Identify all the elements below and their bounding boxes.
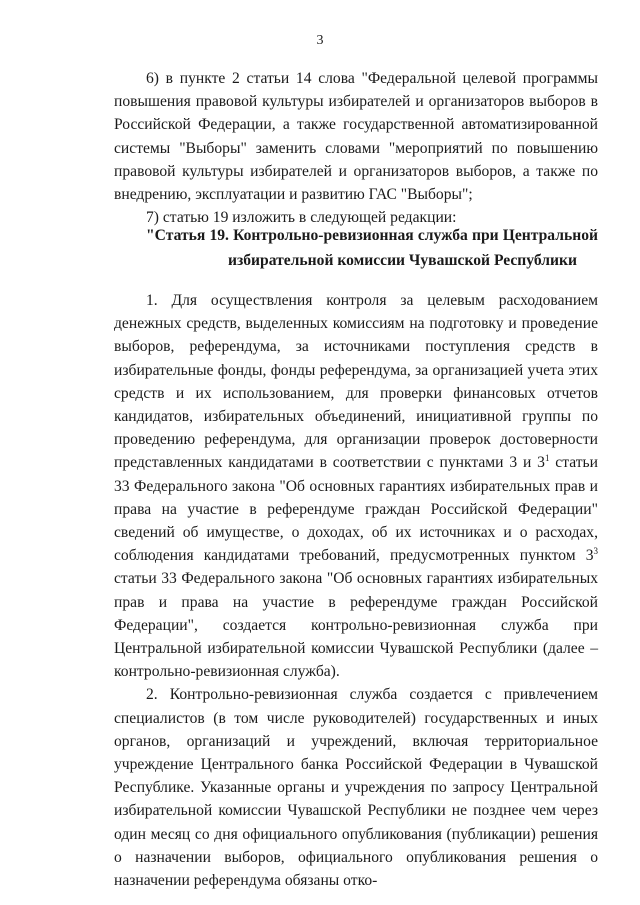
article-heading	[114, 223, 598, 273]
item-7-paragraph: 7) статью 19 изложить в следующей редакции:	[146, 209, 457, 227]
superscript-1: 1	[544, 453, 550, 464]
item-6-paragraph: 6) в пункте 2 статьи 14 слова "Федеральной целевой программы повышения правовой культуры избирателей и организаторов выборов в Российской Федерации, а также государственной автоматизированной системы "Выборы" заменить словами "мероприятий по повышению правовой культуры избирателей и организаторов выборов, а также по внедрению, эксплуатации и развитию ГАС "Выборы";	[114, 70, 598, 204]
article-body	[114, 289, 598, 892]
article-paragraph-1	[114, 289, 598, 683]
article-heading-line-2: избирательной комиссии Чувашской Республики	[228, 252, 577, 269]
paragraph-1-text-b: статьи 33 Федерального закона "Об основных гарантиях избирательных прав и права на участие в референдуме граждан Российской Федерации" сведений об имуществе, о доходах, об их источниках и о расходах, соблюдения кандидатами требований, предусмотренных пунктом 3	[114, 454, 598, 565]
article-paragraph-2: 2. Контрольно-ревизионная служба создается с привлечением специалистов (в том числе руководителей) государственных и иных органов, организаций и учреждений, включая территориальное учреждение Центрального банка Российской Федерации в Чувашской Республике. Указанные органы и учреждения по запросу Центральной избирательной комиссии Чувашской Республики не позднее чем через один месяц со дня официального опубликования (публикации) решения о назначении выборов, официального опубликования решения о назначении референдума обязаны отко-	[114, 686, 598, 890]
paragraph-1-text-a: 1. Для осуществления контроля за целевым расходованием денежных средств, выделенных комиссиям на подготовку и проведение выборов, референдума, за источниками поступления средств в избирательные фонды, фонды референдума, за организацией учета этих средств и их использованием, для проверки финансовых отчетов кандидатов, избирательных объединений, инициативной группы по проведению референдума, для организации проверок достоверности представленных кандидатами в соответствии с пунктами 3 и 3	[114, 292, 598, 472]
superscript-3: 3	[593, 546, 598, 557]
paragraph-1-text-c: статьи 33 Федерального закона "Об основных гарантиях избирательных прав и права на участие в референдуме граждан Российской Федерации", создается контрольно-ревизионная служба при Центральной избирательной комиссии Чувашской Республики (далее – контрольно-ревизионная служба).	[114, 570, 598, 681]
document-body	[114, 67, 598, 229]
article-heading-line-1: "Статья 19. Контрольно-ревизионная служба при Центральной	[146, 227, 598, 244]
page-number: 3	[316, 33, 324, 48]
